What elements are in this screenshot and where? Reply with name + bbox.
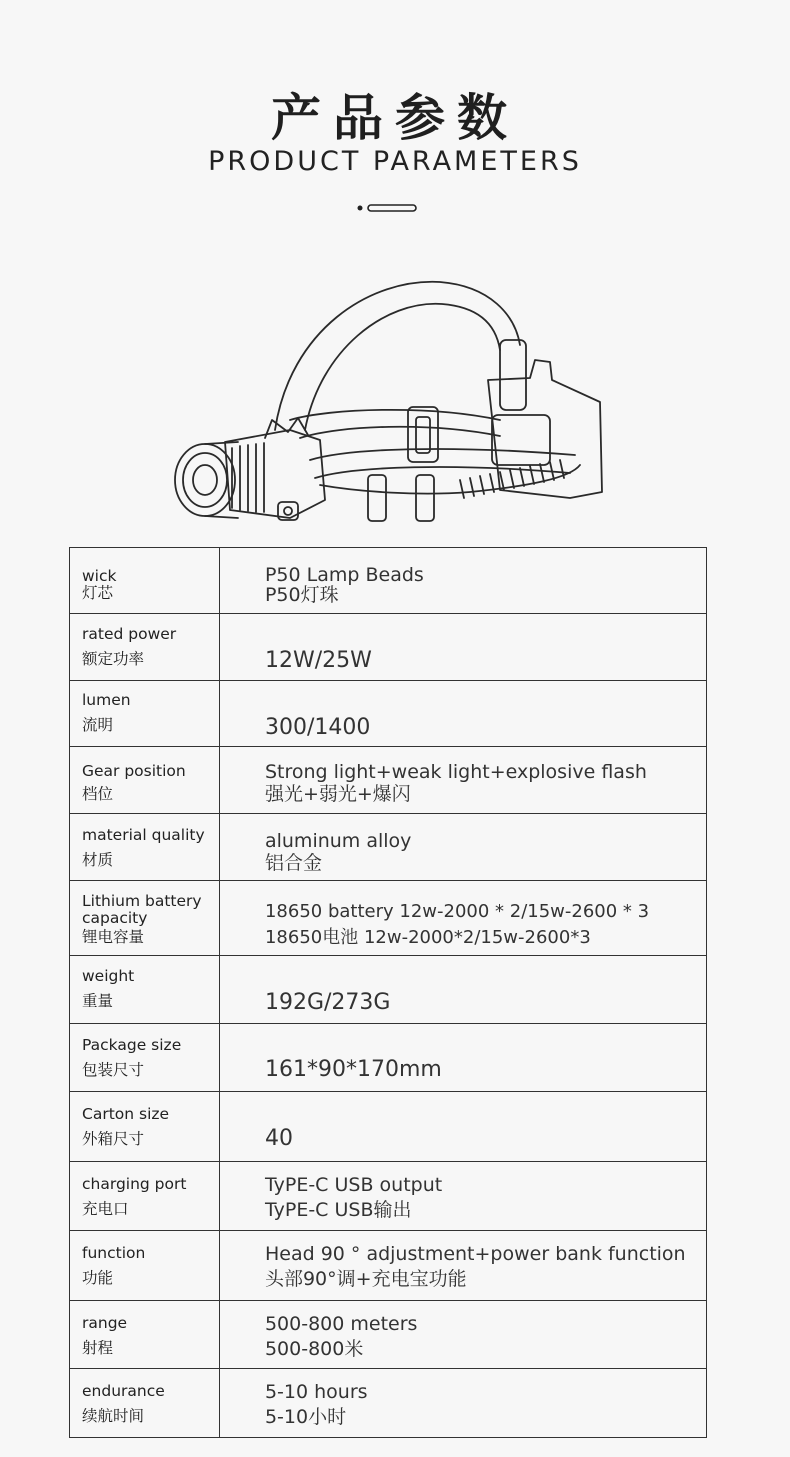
divider-ornament-icon [355, 201, 425, 215]
row-label-en: wick [82, 567, 117, 585]
headlamp-illustration-icon [170, 270, 610, 532]
table-row [70, 681, 707, 747]
table-row [70, 1024, 707, 1092]
row-value-cn: 铝合金 [264, 852, 322, 874]
row-value-cn: 18650电池 12w-2000*2/15w-2600*3 [264, 927, 591, 948]
row-value: 192G/273G [264, 990, 391, 1015]
table-row [70, 548, 707, 614]
row-label-en: lumen [82, 691, 131, 709]
row-label-en: range [82, 1314, 128, 1332]
row-label-en: rated power [82, 625, 177, 643]
row-label-en: function [82, 1244, 146, 1262]
table-row [70, 1092, 707, 1162]
page-title-en: PRODUCT PARAMETERS [208, 146, 582, 177]
table-row [70, 1162, 707, 1231]
row-value: 500-800 meters [264, 1313, 418, 1335]
row-label-en: endurance [82, 1382, 165, 1400]
row-value-cn: 500-800米 [264, 1338, 364, 1360]
row-label-cn: 功能 [82, 1269, 114, 1287]
row-label-en: Gear position [82, 762, 186, 780]
row-label-cn: 档位 [82, 785, 114, 803]
row-value: 18650 battery 12w-2000 * 2/15w-2600 * 3 [264, 901, 650, 922]
table-row [70, 956, 707, 1024]
table-row [70, 814, 707, 881]
row-label-en: material quality [82, 826, 205, 844]
row-label-en: Carton size [82, 1105, 170, 1123]
row-label-en: Package size [82, 1036, 182, 1054]
row-value: TyPE-C USB output [264, 1174, 443, 1196]
row-label-en: charging port [82, 1175, 187, 1193]
row-label-cn: 材质 [82, 851, 114, 869]
row-label-cn: 充电口 [82, 1200, 129, 1218]
row-label-cn: 外箱尺寸 [82, 1130, 145, 1148]
table-row [70, 1301, 707, 1369]
table-row [70, 1231, 707, 1301]
row-label-en: weight [82, 967, 135, 985]
row-label-cn: 灯芯 [82, 584, 114, 602]
table-row [70, 1369, 707, 1438]
table-row [70, 747, 707, 814]
row-label-cn: 重量 [82, 992, 114, 1010]
row-value: Strong light+weak light+explosive flash [264, 761, 647, 783]
row-label-cn: 锂电容量 [82, 928, 145, 946]
table-row [70, 614, 707, 681]
row-value: Head 90 ° adjustment+power bank function [264, 1243, 686, 1265]
row-value-cn: 5-10小时 [264, 1406, 347, 1428]
row-label-cn: 流明 [82, 716, 114, 734]
row-value-cn: P50灯珠 [264, 584, 339, 606]
row-value-cn: TyPE-C USB输出 [264, 1199, 412, 1221]
row-label-en: Lithium battery capacity [82, 892, 202, 927]
row-value-cn: 强光+弱光+爆闪 [264, 783, 411, 805]
row-value: 12W/25W [264, 648, 372, 673]
row-value-cn: 头部90°调+充电宝功能 [264, 1268, 467, 1290]
table-row [70, 881, 707, 956]
row-value: 300/1400 [264, 715, 371, 740]
row-label-cn: 额定功率 [82, 650, 145, 668]
row-value: P50 Lamp Beads [264, 564, 424, 586]
row-label-cn: 射程 [82, 1339, 114, 1357]
row-label-cn: 续航时间 [82, 1407, 145, 1425]
row-value: aluminum alloy [264, 830, 412, 852]
row-value: 40 [264, 1126, 293, 1151]
row-label-cn: 包装尺寸 [82, 1061, 145, 1079]
row-value: 5-10 hours [264, 1381, 368, 1403]
row-value: 161*90*170mm [264, 1057, 442, 1082]
page-title-cn: 产品参数 [271, 89, 519, 147]
parameters-table [69, 547, 707, 1438]
